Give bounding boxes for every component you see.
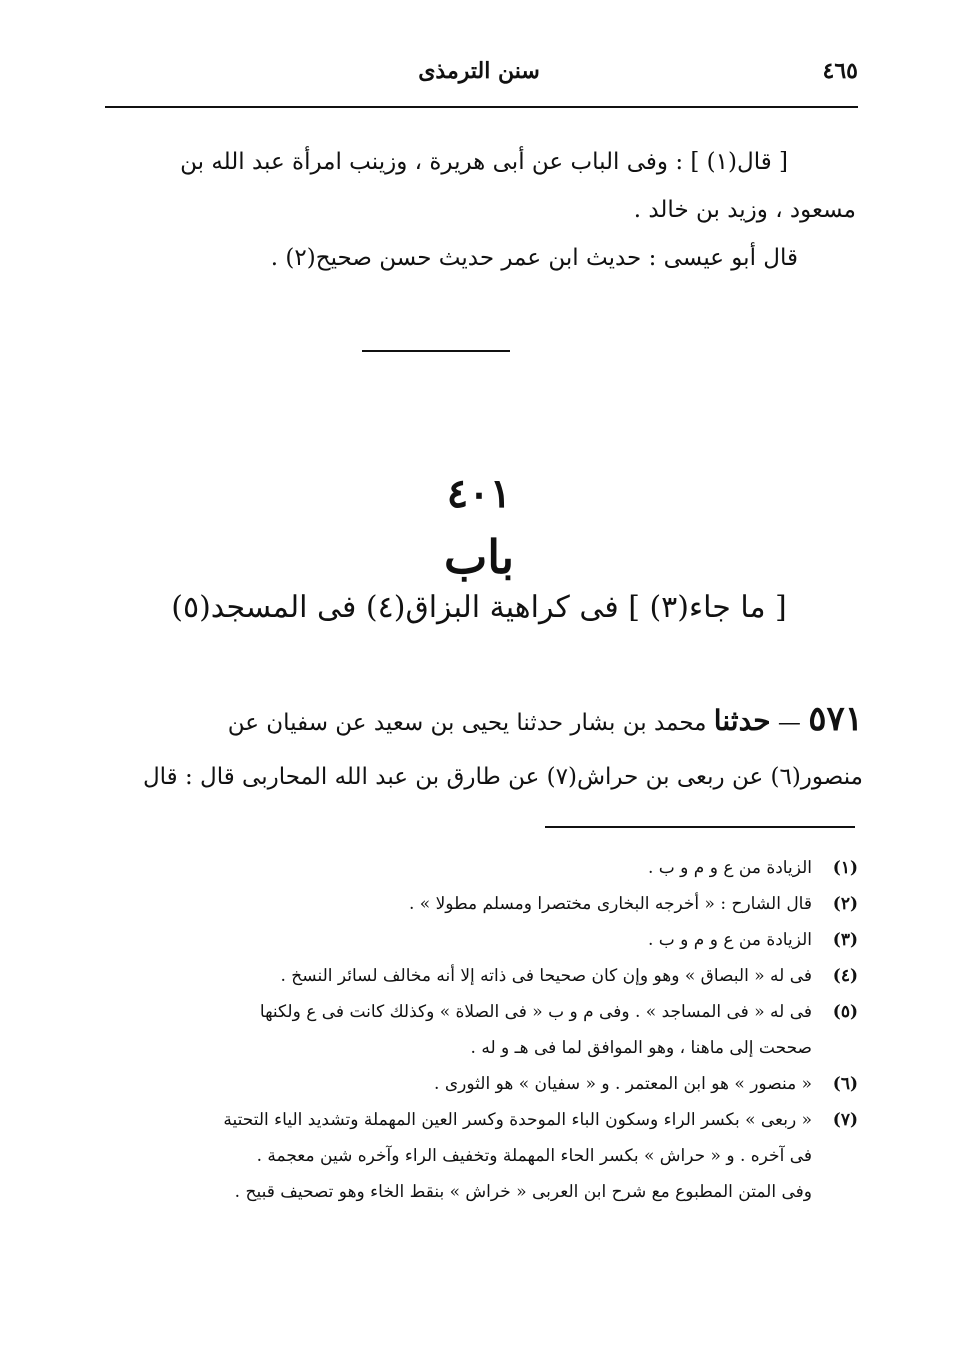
footnote (105, 922, 858, 958)
hadith-dash: — (777, 710, 801, 736)
footnote-text: قال الشارح : « أخرجه البخارى مختصرا ومسلم مطولا » . (408, 894, 812, 914)
chapter-number: ٤٠١ (446, 470, 512, 517)
footnote (105, 850, 858, 886)
footnote-text: « ربعى » بكسر الراء وسكون الباء الموحدة وكسر العين المهملة وتشديد الياء التحتية (223, 1110, 812, 1130)
footnote-text: « منصور » هو ابن المعتمر . و « سفيان » هو الثورى . (434, 1074, 812, 1094)
footnote (105, 1102, 858, 1210)
chapter-title: [ ما جاء(٣) ] فى كراهية البزاق(٤) فى المسجد(٥) (171, 590, 787, 625)
footnote-number: (١) (832, 858, 858, 878)
top-text-block (100, 138, 856, 282)
footnote (105, 958, 858, 994)
footnote (105, 1066, 858, 1102)
footnote-text: وفى المتن المطبوع مع شرح ابن العربى « خراش » بنقط الخاء وهو تصحيف قبيح . (234, 1182, 812, 1202)
hadith-line: منصور(٦) عن ربعى بن حراش(٧) عن طارق بن عبد الله المحاربى قال : قال (142, 764, 863, 790)
hadith-text (100, 692, 863, 804)
chapter-heading: باب (443, 530, 515, 584)
footnote-number: (٤) (832, 966, 858, 986)
footnote-text: صححت إلى ماهنا ، وهو الموافق لما فى هـ و له . (470, 1038, 812, 1058)
book-title: سنن الترمذى (418, 58, 540, 84)
footnote-number: (٢) (832, 894, 858, 914)
footnote-number: (٧) (832, 1110, 858, 1130)
top-text-line: [ قال(١) ] : وفى الباب عن أبى هريرة ، وزينب امرأة عبد الله بن (180, 149, 788, 175)
footnote-number: (٦) (832, 1074, 858, 1094)
page-header (100, 58, 858, 94)
footnote-divider (545, 826, 855, 828)
footnote-text: فى له « فى المساجد » . وفى م و ب « فى الصلاة » وكذلك كانت فى ع ولكنها (259, 1002, 812, 1022)
footnote (105, 886, 858, 922)
top-text-line: مسعود ، وزيد بن خالد . (633, 197, 856, 223)
footnote (105, 994, 858, 1066)
hadith-line (100, 692, 863, 750)
footnote-text: الزيادة من ع و م و ب . (647, 930, 812, 950)
top-text-line: قال أبو عيسى : حديث ابن عمر حديث حسن صحيح(٢) . (270, 245, 798, 271)
footnote-text: الزيادة من ع و م و ب . (647, 858, 812, 878)
section-divider (362, 350, 510, 352)
header-divider (105, 106, 858, 108)
footnote-text: فى له « البصاق » وهو وإن كان صحيحا فى ذاته إلا أنه مخالف لسائر النسخ . (280, 966, 812, 986)
footnote-number: (٥) (832, 1002, 858, 1022)
footnote-text: فى آخره . و « حراش » بكسر الحاء المهملة وتخفيف الراء وآخره شين معجمة . (256, 1146, 812, 1166)
footnotes (105, 850, 858, 1210)
hadith-line1-text: محمد بن بشار حدثنا يحيى بن سعيد عن سفيان عن (227, 710, 707, 736)
footnote-number: (٣) (832, 930, 858, 950)
haddathana-word: حدثنا (713, 704, 771, 737)
hadith-number: ٥٧١ (808, 699, 863, 739)
page-number: ٤٦٥ (822, 58, 858, 84)
